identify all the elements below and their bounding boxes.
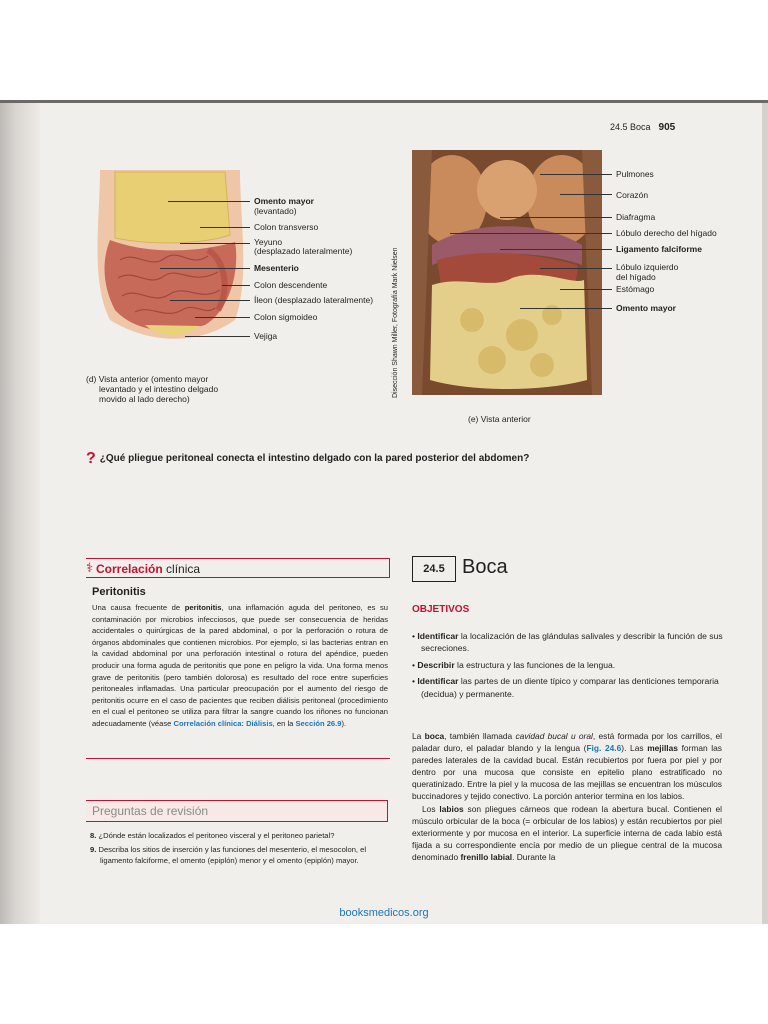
- scan-margin-top: [0, 0, 768, 100]
- clinical-correlation-box: [86, 558, 390, 759]
- section-title: Boca: [462, 556, 508, 578]
- link-fig-24-6[interactable]: Fig. 24.6: [586, 743, 622, 754]
- clinical-subtitle: Peritonitis: [92, 586, 146, 598]
- running-header: [610, 122, 675, 133]
- page-top-edge: [0, 100, 768, 103]
- clinical-body: Una causa frecuente de peritonitis, una inflamación aguda del peritoneo, es su contaminación por microbios infecciosos, que puede ser consecuencia de heridas accidentales o quirúrgicas de la pared abdominal, o por la perforación o rotura de órganos abdominales que contienen microbios. Por ejemplo, si las bacterias entran en la cavidad abdominal por una perforación intestinal o rotura del apéndice, pueden producir una forma aguda de peritonitis que pone en peligro la vida. Una forma menos grave de peritonitis (pero también dolorosa) es resultado del roce entre superficies peritoneales inflamadas. Una particular preocupación por el aumento del riesgo de peritonitis ocurre en el caso de pacientes que reciben diálisis peritoneal (procedimiento en el cual el peritoneo se utiliza para filtrar la sangre cuando los riñones no funcionan adecuadamente (véase Correlación clínica: Diálisis, en la Sección 26.9).: [92, 603, 388, 728]
- page-number: 905: [658, 122, 676, 133]
- objective-item: • Identificar la localización de las glándulas salivales y describir la función de sus secreciones.: [412, 631, 723, 654]
- figure-e-caption: (e) Vista anterior: [468, 414, 531, 424]
- label-mesenterio: Mesenterio: [254, 263, 299, 273]
- header-section: 24.5 Boca: [610, 122, 651, 132]
- label-ileon: Íleon (desplazado lateralmente): [254, 295, 374, 305]
- objectives-title: OBJETIVOS: [412, 604, 470, 615]
- paragraph-labios: Los labios son pliegues cárneos que rodean la abertura bucal. Contienen el músculo orbicular de la boca (= orbicular de los labios) y están recubiertos por piel exteriormente y por mucosa en el interior. La superficie interna de cada labio está fijada a su correspondiente encía por medio de un pliegue central de la mucosa denominado frenillo labial. Durante la: [412, 803, 722, 862]
- objective-item: • Identificar las partes de un diente típico y comparar las denticiones temporaria (decidua) y permanente.: [412, 676, 719, 699]
- review-item: 9. Describa los sitios de inserción y las funciones del mesenterio, el mesocolon, el ligamento falciforme, el omento (epiplón) menor y el omento (epiplón) mayor.: [90, 845, 367, 865]
- label-lobulo-derecho: Lóbulo derecho del hígado: [616, 228, 717, 238]
- label-lobulo-izquierdo: Lóbulo izquierdo: [616, 262, 679, 272]
- label-colon-transverso: Colon transverso: [254, 222, 319, 232]
- section-number-box: 24.5: [412, 556, 456, 582]
- clinical-correlation-header: ⚕ Correlación clínica: [86, 558, 390, 578]
- page-gutter-shadow: [0, 100, 40, 924]
- figure-e-photograph: [412, 150, 602, 395]
- label-diafragma: Diafragma: [616, 212, 656, 222]
- figure-d-caption: (d) Vista anterior (omento mayor levantado y el intestino delgado movido al lado derecho): [86, 374, 219, 404]
- label-omento-mayor: Omento mayor: [254, 196, 314, 206]
- section-body: [412, 730, 722, 863]
- page-edge: [762, 100, 768, 924]
- objectives-list: [412, 630, 724, 704]
- question-text: ¿Qué pliegue peritoneal conecta el intestino delgado con la pared posterior del abdomen?: [99, 453, 530, 464]
- label-omento-mayor-e: Omento mayor: [616, 303, 676, 313]
- label-del-higado: del hígado: [616, 272, 656, 282]
- review-header: Preguntas de revisión: [86, 800, 388, 822]
- link-dialisis[interactable]: Correlación clínica: Diálisis: [173, 718, 273, 728]
- label-ligamento-falciforme: Ligamento falciforme: [616, 244, 702, 254]
- link-seccion-26-9[interactable]: Sección 26.9: [295, 718, 342, 728]
- label-colon-descendente: Colon descendente: [254, 280, 328, 290]
- scan-margin-bottom: [0, 924, 768, 1024]
- label-colon-sigmoideo: Colon sigmoideo: [254, 312, 318, 322]
- review-list: [90, 830, 382, 869]
- label-yeyuno: Yeyuno: [254, 237, 283, 247]
- label-corazon: Corazón: [616, 190, 649, 200]
- review-questions-box: [86, 800, 388, 885]
- label-desplazado: (desplazado lateralmente): [254, 246, 353, 256]
- label-vejiga: Vejiga: [254, 331, 278, 341]
- label-pulmones: Pulmones: [616, 169, 654, 179]
- caduceus-icon: ⚕: [86, 560, 94, 575]
- figure-question: [86, 450, 529, 468]
- label-estomago: Estómago: [616, 284, 655, 294]
- footer-watermark[interactable]: booksmedicos.org: [339, 907, 429, 919]
- paragraph-boca: La boca, también llamada cavidad bucal u oral, está formada por los carrillos, el paladar duro, el paladar blando y la lengua (Fig. 24.6). Las mejillas forman las paredes laterales de la cavidad bucal. Están recubiertos por fuera por piel y por dentro por una mucosa que consiste en epitelio plano estratificado no queratinizado. Entre la piel y la mucosa de las mejillas se encuentran los músculos buccinadores y tejido conectivo. La porción anterior termina en los labios.: [412, 731, 722, 802]
- review-item: 8. ¿Dónde están localizados el peritoneo visceral y el peritoneo parietal?: [90, 831, 335, 840]
- photo-credit: Disección Shawn Miller, Fotografía Mark Nielsen: [392, 247, 399, 398]
- question-mark-icon: ?: [86, 450, 96, 467]
- objective-item: • Describir la estructura y las funciones de la lengua.: [412, 659, 616, 670]
- figure-d-illustration: [90, 160, 250, 340]
- label-levantado: (levantado): [254, 206, 297, 216]
